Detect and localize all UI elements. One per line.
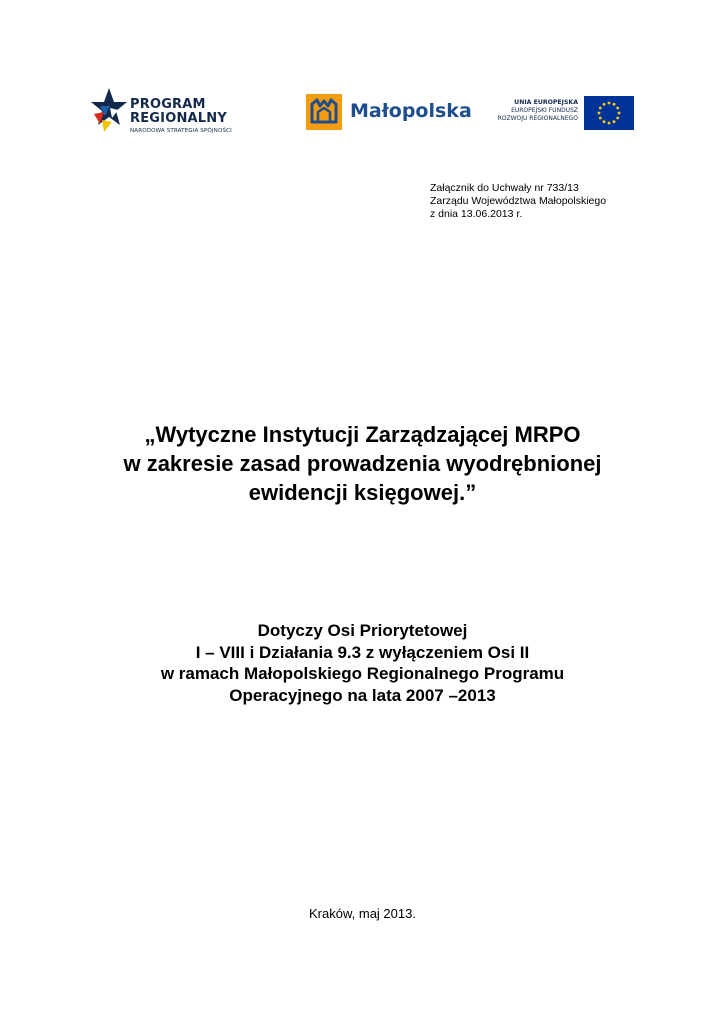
annex-line2: Zarządu Województwa Małopolskiego [430, 195, 607, 207]
subtitle-line3: w ramach Małopolskiego Regionalnego Programu [160, 664, 565, 683]
eu-logo [484, 96, 634, 132]
place-and-date: Kraków, maj 2013. [309, 906, 416, 921]
title-line1: „Wytyczne Instytucji Zarządzającej MRPO [144, 422, 581, 447]
malopolska-logo [306, 94, 476, 134]
title-line2: w zakresie zasad prowadzenia wyodrębnionej [123, 451, 602, 476]
logo-bar [86, 86, 634, 144]
subtitle-line1: Dotyczy Osi Priorytetowej [257, 621, 468, 640]
title-line3: ewidencji księgowej.” [248, 480, 477, 505]
eu-line1: UNIA EUROPEJSKA [514, 99, 578, 106]
program-regionalny-line1: PROGRAM [130, 97, 206, 112]
program-regionalny-star-icon [90, 86, 128, 136]
malopolska-wordmark: Małopolska [350, 100, 472, 122]
subtitle-line4: Operacyjnego na lata 2007 –2013 [229, 685, 496, 705]
eu-text-block [498, 98, 578, 123]
subtitle-line2: I – VIII i Działania 9.3 z wyłączeniem Osi II [195, 642, 530, 662]
document-subtitle [0, 620, 725, 706]
malopolska-emblem-icon [306, 94, 342, 130]
program-regionalny-line2: REGIONALNY [130, 111, 227, 126]
document-title [0, 420, 725, 507]
annex-line3: z dnia 13.06.2013 r. [430, 208, 523, 220]
annex-line1: Załącznik do Uchwały nr 733/13 [430, 182, 579, 194]
eu-line2: EUROPEJSKI FUNDUSZ [511, 107, 578, 114]
eu-line3: ROZWOJU REGIONALNEGO [497, 115, 578, 122]
program-regionalny-subline: NARODOWA STRATEGIA SPÓJNOŚCI [130, 128, 232, 134]
program-regionalny-logo [86, 86, 256, 144]
annex-note [430, 182, 606, 221]
eu-flag-icon [584, 96, 634, 130]
